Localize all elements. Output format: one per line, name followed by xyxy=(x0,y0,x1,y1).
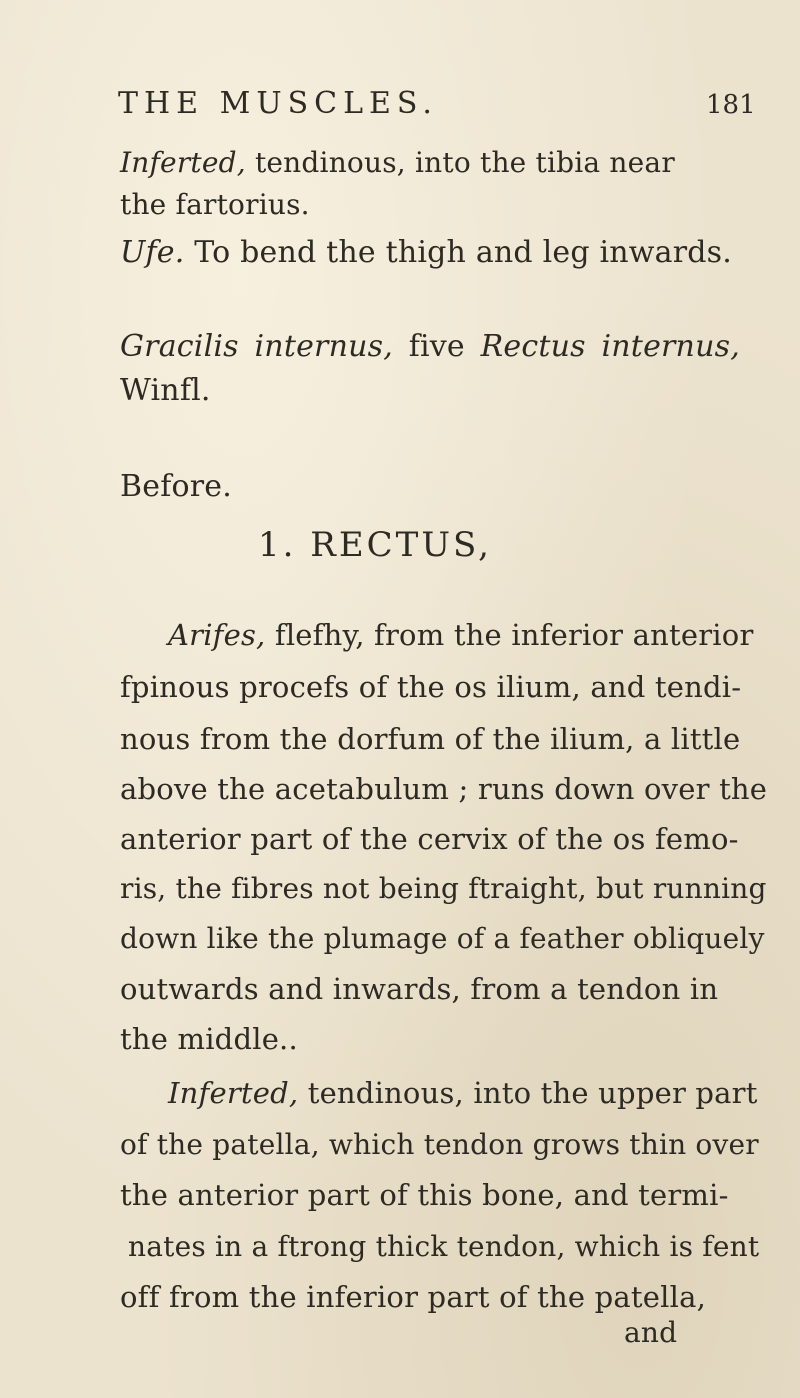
text-line-20 xyxy=(128,1230,759,1264)
italic-term: Ufe. xyxy=(120,235,185,270)
text-line-12 xyxy=(120,822,739,856)
page-number: 181 xyxy=(706,90,756,120)
line-text: off from the inferior part of the patella, xyxy=(120,1280,706,1314)
text-line-14 xyxy=(120,922,765,956)
text-line-3 xyxy=(120,236,732,270)
text-line-9 xyxy=(120,670,741,704)
text-line-8 xyxy=(168,618,754,652)
line-text: Before. xyxy=(120,469,232,504)
text-line-4 xyxy=(120,330,740,364)
line-text: nous from the dorfum of the ilium, a little xyxy=(120,722,741,756)
line-text: above the acetabulum ; runs down over the xyxy=(120,772,768,806)
line-text: flefhy, from the inferior anterior xyxy=(265,618,754,652)
italic-term: Rectus internus, xyxy=(480,329,740,364)
italic-term: Inferted, xyxy=(120,146,246,179)
line-text: outwards and inwards, from a tendon in xyxy=(120,972,719,1006)
italic-term: Inferted, xyxy=(168,1076,299,1110)
italic-term: Gracilis internus, xyxy=(120,329,393,364)
line-text: and xyxy=(624,1316,678,1349)
text-line-1 xyxy=(120,146,675,180)
text-line-2 xyxy=(120,188,310,222)
line-text: five xyxy=(392,329,481,364)
line-text: down like the plumage of a feather obliquely xyxy=(120,922,765,955)
text-line-21 xyxy=(120,1280,706,1314)
catchword xyxy=(624,1316,677,1350)
text-line-11 xyxy=(120,772,767,806)
text-line-16 xyxy=(120,1022,298,1056)
text-line-10 xyxy=(120,722,740,756)
line-text: the fartorius. xyxy=(120,188,310,221)
line-text: Winfl. xyxy=(120,373,211,408)
running-header: THE MUSCLES. xyxy=(118,86,438,121)
line-text: nates in a ftrong thick tendon, which is fent xyxy=(128,1230,760,1263)
section-heading-rectus xyxy=(258,525,492,565)
line-text: the middle.. xyxy=(120,1022,298,1056)
line-text: fpinous procefs of the os ilium, and tendi- xyxy=(120,670,742,704)
line-text: ris, the fibres not being ftraight, but running xyxy=(120,872,767,905)
line-text: tendinous, into the upper part xyxy=(298,1076,758,1110)
text-line-15 xyxy=(120,972,718,1006)
text-line-6 xyxy=(120,470,232,504)
line-text: To bend the thigh and leg inwards. xyxy=(184,235,733,270)
line-text: the anterior part of this bone, and termi- xyxy=(120,1178,729,1212)
line-text: of the patella, which tendon grows thin over xyxy=(120,1128,759,1161)
line-text: tendinous, into the tibia near xyxy=(245,146,675,179)
text-line-19 xyxy=(120,1178,729,1212)
text-line-17 xyxy=(168,1076,758,1110)
text-line-13 xyxy=(120,872,767,906)
text-line-5 xyxy=(120,374,211,408)
line-text: anterior part of the cervix of the os femo- xyxy=(120,822,739,856)
text-line-18 xyxy=(120,1128,759,1162)
italic-term: Arifes, xyxy=(168,618,266,652)
heading-text: 1. RECTUS, xyxy=(258,525,492,565)
